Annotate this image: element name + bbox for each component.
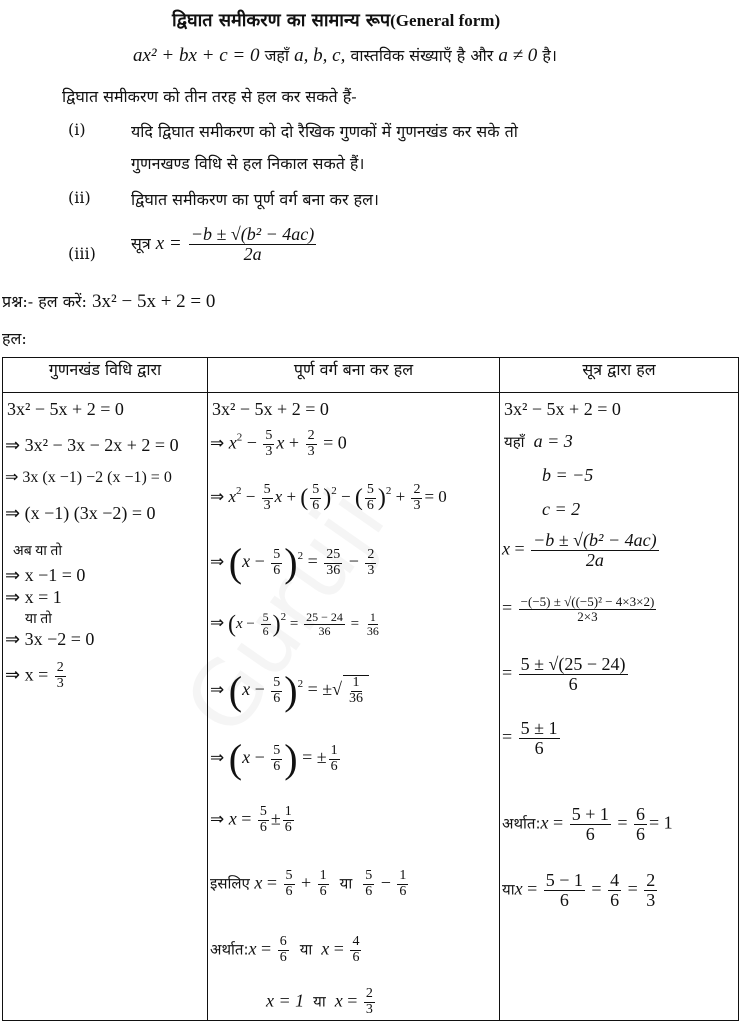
form-b: b = −5	[542, 465, 594, 485]
sq-line-2: ⇒ $x^2$ − $\frac{5}{3}$ x + $\frac{2}{3}$ = 0	[210, 428, 347, 459]
sq-line-4: ⇒ (x − $\frac{5}{6}$ )$^2$ = $\frac{25}{36}$ − $\frac{2}{3}$	[210, 540, 375, 585]
fact-line-3: ⇒ 3x (x −1) −2 (x −1) = 0	[5, 469, 172, 486]
fact-line-8: या तो	[25, 612, 52, 627]
sq-line-5: ⇒ (x − $\frac{5}{6}$ )$^2$ = $\frac{25 - 24}{36}$ = $\frac{1}{36}$	[210, 610, 379, 639]
fact-line-5: अब या तो	[13, 544, 63, 559]
header-factorization: गुणनखंड विधि द्वारा	[3, 358, 208, 393]
fact-line-9: ⇒ 3x −2 = 0	[5, 629, 95, 649]
question-label: प्रश्न:- हल करें:	[2, 292, 87, 311]
question	[2, 290, 215, 313]
sq-line-9: इसलिए x = $\frac{5}{6}$ + $\frac{1}{6}$ या $\frac{5}{6}$ − $\frac{1}{6}$	[210, 868, 407, 899]
form-root-2: याx = $\frac{5 - 1}{6}$ = $\frac{4}{6}$ = $\frac{2}{3}$	[502, 870, 656, 910]
general-text-3: है।	[542, 46, 557, 65]
formula-label: सूत्र	[131, 233, 151, 253]
header-complete-square: पूर्ण वर्ग बना कर हल	[208, 358, 500, 393]
sq-line-10: अर्थात:x = $\frac{6}{6}$ या x = $\frac{4}{6}$	[210, 934, 360, 965]
form-substitute: = $\frac{\text{−(−5) ± √((−5)² − 4×3×2)}}{2\times 3}$	[502, 594, 655, 624]
general-text-2: वास्तविक संख्याएँ है और	[350, 46, 494, 65]
fact-line-10: ⇒ x = $\frac{2}{3}$	[5, 660, 64, 691]
header-formula: सूत्र द्वारा हल	[500, 358, 739, 393]
general-equation: ax² + bx + c = 0	[133, 45, 260, 66]
form-c: c = 2	[542, 499, 581, 519]
page-title	[172, 8, 500, 32]
sq-line-3: ⇒ $x^2$ − $\frac{5}{3}$ x + ( $\frac{5}{6}$ )$^2$ − ( $\frac{5}{6}$ )$^2$ + $\frac{2}{3}$ = 0	[210, 482, 447, 513]
general-form-line	[133, 44, 557, 67]
col-formula	[500, 393, 739, 1021]
fact-line-7: ⇒ x = 1	[5, 587, 62, 607]
quadratic-formula: $\frac{\text{−b ± √(b² − 4ac)}}{2a}$	[190, 224, 315, 264]
solution-label: हल:	[2, 329, 27, 348]
title-english: (General form)	[390, 11, 501, 30]
method-3-formula	[131, 225, 318, 264]
method-2-number: (ii)	[68, 188, 91, 207]
intro-text: द्विघात समीकरण को तीन तरह से हल कर सकते हैं-	[62, 87, 357, 106]
method-1-number: (i)	[68, 120, 86, 139]
general-condition: a ≠ 0	[498, 45, 538, 66]
method-2-text: द्विघात समीकरण का पूर्ण वर्ग बना कर हल।	[131, 190, 379, 209]
form-step-2: = $\frac{5 \pm √(25 - 24)}{6}$	[502, 654, 626, 694]
formula-lhs: x =	[155, 232, 182, 254]
general-vars: a, b, c,	[294, 45, 346, 66]
method-1-text-line1: यदि द्विघात समीकरण को दो रैखिक गुणकों में गुणनखंड कर सके तो	[131, 122, 518, 141]
fact-line-2: ⇒ 3x² − 3x − 2x + 2 = 0	[5, 435, 179, 455]
general-text-1: जहाँ	[264, 46, 290, 65]
form-step-3: = $\frac{5 \pm 1}{6}$	[502, 718, 558, 758]
title-hindi: द्विघात समीकरण का सामान्य रूप	[172, 10, 391, 31]
col-complete-square	[208, 393, 500, 1021]
sq-line-11: x = 1 या x = $\frac{2}{3}$	[266, 986, 373, 1017]
form-formula: x = $\frac{\text{−b ± √(b² − 4ac)}}{2a}$	[502, 530, 657, 570]
sq-line-6: ⇒ (x − $\frac{5}{6}$ )$^2$ = ±√ $\frac{1}{36}$	[210, 671, 369, 711]
fact-line-6: ⇒ x −1 = 0	[5, 565, 86, 585]
method-1-text-line2: गुणनखण्ड विधि से हल निकाल सकते हैं।	[131, 154, 365, 173]
sq-line-1: 3x² − 5x + 2 = 0	[212, 399, 329, 419]
fact-line-4: ⇒ (x −1) (3x −2) = 0	[5, 503, 156, 523]
form-yahan: यहाँ a = 3	[504, 431, 573, 451]
sq-line-7: ⇒ (x − $\frac{5}{6}$ ) = ± $\frac{1}{6}$	[210, 736, 338, 781]
col-factorization	[3, 393, 208, 1021]
method-3-number: (iii)	[68, 244, 96, 263]
question-equation: 3x² − 5x + 2 = 0	[92, 291, 216, 312]
fact-line-1: 3x² − 5x + 2 = 0	[7, 399, 124, 419]
form-root-1: अर्थात:x = $\frac{5 + 1}{6}$ = $\frac{6}{6}$ = 1	[502, 804, 673, 844]
form-line-1: 3x² − 5x + 2 = 0	[504, 399, 621, 419]
sq-line-8: ⇒ x = $\frac{5}{6}$ ± $\frac{1}{6}$	[210, 804, 292, 835]
solution-table	[2, 357, 739, 1021]
